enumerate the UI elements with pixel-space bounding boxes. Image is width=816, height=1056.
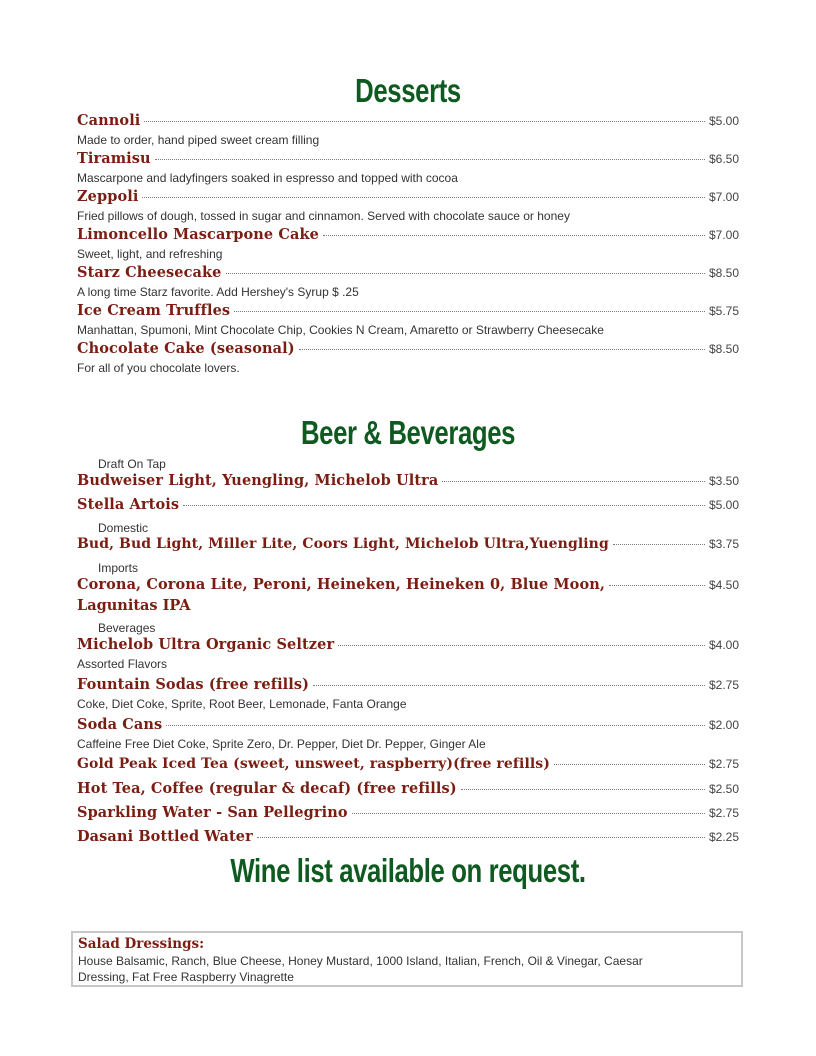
leader-dots bbox=[142, 197, 704, 198]
menu-item-iced-tea bbox=[77, 756, 739, 776]
menu-item-cheesecake bbox=[77, 264, 739, 300]
item-description: Assorted Flavors bbox=[77, 657, 168, 671]
beverages-list bbox=[77, 456, 739, 852]
item-price: $3.50 bbox=[708, 474, 739, 488]
leader-dots bbox=[442, 481, 705, 482]
item-name: Soda Cans bbox=[77, 716, 163, 733]
menu-item-fountain-sodas bbox=[77, 676, 739, 712]
item-name: Gold Peak Iced Tea (sweet, unsweet, raspberry)(free refills) bbox=[77, 756, 550, 772]
leader-dots bbox=[338, 645, 705, 646]
item-description: Fried pillows of dough, tossed in sugar and cinnamon. Served with chocolate sauce or honey bbox=[77, 209, 570, 223]
item-name: Fountain Sodas (free refills) bbox=[77, 676, 310, 693]
item-price: $5.00 bbox=[708, 498, 739, 512]
menu-item-draft-2 bbox=[77, 496, 739, 516]
item-price: $8.50 bbox=[708, 342, 739, 356]
item-description: Caffeine Free Diet Coke, Sprite Zero, Dr. Pepper, Diet Dr. Pepper, Ginger Ale bbox=[77, 737, 486, 751]
menu-item-domestic bbox=[77, 536, 739, 556]
item-name: Dasani Bottled Water bbox=[77, 828, 253, 845]
menu-item-limoncello-cake bbox=[77, 226, 739, 262]
leader-dots bbox=[144, 121, 705, 122]
menu-item-bottled-water bbox=[77, 828, 739, 848]
item-price: $4.00 bbox=[708, 638, 739, 652]
desserts-list bbox=[77, 112, 739, 378]
item-price: $2.75 bbox=[708, 806, 739, 820]
item-name: Hot Tea, Coffee (regular & decaf) (free refills) bbox=[77, 780, 457, 797]
beverages-heading: Beer & Beverages bbox=[300, 414, 516, 451]
leader-dots bbox=[257, 837, 705, 838]
leader-dots bbox=[155, 159, 705, 160]
item-description: Coke, Diet Coke, Sprite, Root Beer, Lemonade, Fanta Orange bbox=[77, 697, 407, 711]
item-name: Chocolate Cake (seasonal) bbox=[77, 340, 295, 357]
leader-dots bbox=[352, 813, 705, 814]
item-name: Stella Artois bbox=[77, 496, 180, 513]
menu-item-ice-cream-truffles bbox=[77, 302, 739, 338]
subsection-label: Draft On Tap bbox=[98, 457, 166, 471]
subsection-label: Imports bbox=[98, 561, 139, 575]
menu-item-soda-cans bbox=[77, 716, 739, 752]
item-description: For all of you chocolate lovers. bbox=[77, 361, 240, 375]
item-price: $5.75 bbox=[708, 304, 739, 318]
item-price: $7.00 bbox=[708, 228, 739, 242]
item-price: $2.75 bbox=[708, 757, 739, 771]
item-description: Made to order, hand piped sweet cream filling bbox=[77, 133, 320, 147]
item-name: Budweiser Light, Yuengling, Michelob Ultra bbox=[77, 472, 439, 489]
menu-item-hot-tea-coffee bbox=[77, 780, 739, 800]
menu-item-draft-1 bbox=[77, 472, 739, 492]
item-name: Bud, Bud Light, Miller Lite, Coors Light, Michelob Ultra,Yuengling bbox=[77, 536, 609, 552]
item-name: Tiramisu bbox=[77, 150, 151, 167]
leader-dots bbox=[461, 789, 705, 790]
item-name: Zeppoli bbox=[77, 188, 139, 205]
item-name: Ice Cream Truffles bbox=[77, 302, 231, 319]
leader-dots bbox=[554, 764, 705, 765]
item-price: $8.50 bbox=[708, 266, 739, 280]
item-description: A long time Starz favorite. Add Hershey's Syrup $ .25 bbox=[77, 285, 359, 299]
item-name: Sparkling Water - San Pellegrino bbox=[77, 804, 348, 821]
item-name: Limoncello Mascarpone Cake bbox=[77, 226, 319, 243]
leader-dots bbox=[313, 685, 705, 686]
subsection-label: Domestic bbox=[98, 521, 149, 535]
salad-dressings-title: Salad Dressings: bbox=[78, 936, 205, 952]
leader-dots bbox=[183, 505, 705, 506]
wine-note: Wine list available on request. bbox=[230, 852, 586, 889]
leader-dots bbox=[166, 725, 705, 726]
item-description: Sweet, light, and refreshing bbox=[77, 247, 223, 261]
item-price: $6.50 bbox=[708, 152, 739, 166]
item-price: $4.50 bbox=[708, 578, 739, 592]
leader-dots bbox=[613, 544, 705, 545]
item-name-continued: Lagunitas IPA bbox=[77, 597, 191, 614]
item-description: Manhattan, Spumoni, Mint Chocolate Chip, Cookies N Cream, Amaretto or Strawberry Cheesecake bbox=[77, 323, 604, 337]
item-name: Corona, Corona Lite, Peroni, Heineken, Heineken 0, Blue Moon, bbox=[77, 576, 606, 593]
leader-dots bbox=[609, 585, 705, 586]
desserts-heading: Desserts bbox=[355, 72, 461, 109]
leader-dots bbox=[234, 311, 705, 312]
item-price: $3.75 bbox=[708, 537, 739, 551]
menu-item-zeppoli bbox=[77, 188, 739, 224]
menu-item-sparkling-water bbox=[77, 804, 739, 824]
item-name: Starz Cheesecake bbox=[77, 264, 222, 281]
menu-item-chocolate-cake bbox=[77, 340, 739, 376]
leader-dots bbox=[299, 349, 705, 350]
item-name: Cannoli bbox=[77, 112, 141, 129]
leader-dots bbox=[226, 273, 705, 274]
menu-item-imports bbox=[77, 576, 739, 616]
salad-dressings-list: House Balsamic, Ranch, Blue Cheese, Honey Mustard, 1000 Island, Italian, French, Oil & Vinegar, Caesar Dressing, Fat Free Raspberry Vinagrette bbox=[78, 954, 643, 984]
salad-dressings-box bbox=[71, 931, 743, 987]
item-price: $2.25 bbox=[708, 830, 739, 844]
item-price: $2.50 bbox=[708, 782, 739, 796]
menu-item-cannoli bbox=[77, 112, 739, 148]
menu-item-tiramisu bbox=[77, 150, 739, 186]
item-price: $5.00 bbox=[708, 114, 739, 128]
item-price: $2.00 bbox=[708, 718, 739, 732]
subsection-label: Beverages bbox=[98, 621, 156, 635]
item-price: $7.00 bbox=[708, 190, 739, 204]
item-price: $2.75 bbox=[708, 678, 739, 692]
item-name: Michelob Ultra Organic Seltzer bbox=[77, 636, 335, 653]
leader-dots bbox=[323, 235, 705, 236]
item-description: Mascarpone and ladyfingers soaked in espresso and topped with cocoa bbox=[77, 171, 458, 185]
menu-item-seltzer bbox=[77, 636, 739, 672]
